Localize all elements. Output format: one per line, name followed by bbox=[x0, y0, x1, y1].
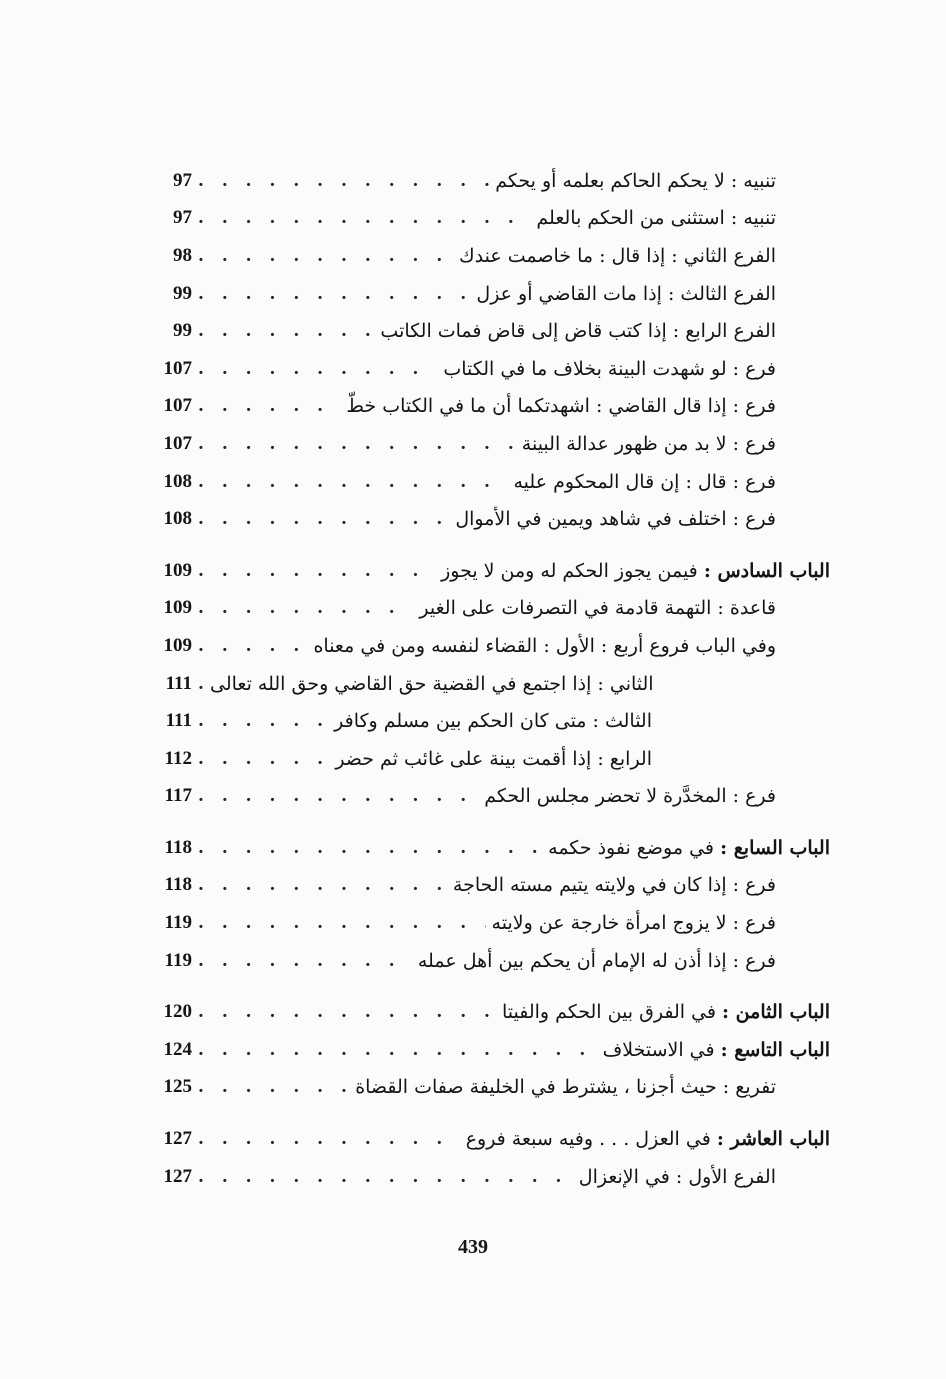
toc-page-number: 119 bbox=[164, 949, 192, 971]
toc-entry-text: فرع : لا يزوج امرأة خارجة عن ولايته bbox=[491, 912, 776, 935]
toc-page-number: 109 bbox=[163, 634, 192, 656]
dot-leader bbox=[192, 951, 412, 971]
toc-entry-title bbox=[413, 597, 776, 619]
toc-entry-title bbox=[460, 1128, 830, 1150]
chapter-heading-label: الباب التاسع : bbox=[720, 1038, 830, 1061]
toc-entry bbox=[150, 1120, 830, 1158]
toc-entry-text: الفرع الثالث : إذا مات القاضي أو عزل bbox=[476, 282, 776, 305]
dot-leader bbox=[192, 838, 542, 858]
toc-page-number: 124 bbox=[163, 1038, 192, 1060]
toc-entry-title bbox=[447, 874, 776, 896]
toc-entry-title bbox=[470, 283, 776, 305]
toc-entry-title bbox=[542, 837, 830, 859]
toc-page-number: 127 bbox=[163, 1165, 192, 1187]
chapter-heading-label: الباب العاشر : bbox=[716, 1128, 830, 1151]
toc-entry-text: الفرع الثاني : إذا قال : ما خاصمت عندك bbox=[458, 244, 776, 267]
toc-entry-title bbox=[516, 433, 776, 455]
toc-entry bbox=[150, 275, 830, 313]
toc-entry-text: الثالث : متى كان الحكم بين مسلم وكافر bbox=[334, 710, 652, 733]
toc-entry-text: قاعدة : التهمة قادمة في التصرفات على الغير bbox=[419, 597, 776, 620]
toc-page-number: 107 bbox=[163, 432, 192, 454]
toc-entry-title bbox=[307, 635, 776, 657]
toc-entry bbox=[150, 463, 830, 501]
dot-leader bbox=[192, 1129, 460, 1149]
toc-page-number: 111 bbox=[165, 710, 192, 732]
toc-page-number: 107 bbox=[163, 357, 192, 379]
toc-page-number: 98 bbox=[173, 244, 192, 266]
toc-entry bbox=[150, 665, 830, 703]
toc-entry bbox=[150, 350, 830, 388]
toc-entry bbox=[150, 388, 830, 426]
toc-page-number: 97 bbox=[173, 169, 192, 191]
toc-entry-text: فرع : لا بد من ظهور عدالة البينة bbox=[521, 432, 776, 455]
toc-entry-title bbox=[340, 395, 776, 417]
toc-entry bbox=[150, 1158, 830, 1196]
toc-entry-text: تنبيه : لا يحكم الحاكم بعلمه أو يحكم bbox=[495, 169, 776, 192]
toc-entry-title bbox=[374, 320, 776, 342]
toc-entry bbox=[150, 702, 830, 740]
dot-leader bbox=[192, 598, 413, 618]
toc-entry-title bbox=[435, 560, 830, 582]
toc-page-number: 112 bbox=[164, 747, 192, 769]
dot-leader bbox=[192, 321, 374, 341]
toc-page-number: 111 bbox=[165, 672, 192, 694]
dot-leader bbox=[192, 359, 437, 379]
toc-page-number: 108 bbox=[163, 470, 192, 492]
toc-entry bbox=[150, 590, 830, 628]
toc-entry-title bbox=[496, 1001, 830, 1023]
toc-page-number: 99 bbox=[173, 282, 192, 304]
dot-leader bbox=[192, 396, 340, 416]
dot-leader bbox=[192, 786, 478, 806]
dot-leader bbox=[192, 1040, 597, 1060]
toc-entry bbox=[150, 829, 830, 867]
toc-entry bbox=[150, 904, 830, 942]
toc-entry bbox=[150, 500, 830, 538]
toc-entry-text: فرع : إذا قال القاضي : اشهدتكما أن ما في الكتاب خطّ bbox=[346, 395, 776, 418]
toc-entry-title bbox=[328, 710, 652, 732]
toc-entry-text: فرع : المخدَّرة لا تحضر مجلس الحكم bbox=[484, 785, 776, 808]
dot-leader bbox=[192, 246, 453, 266]
toc-entry-text: الفرع الأول : في الإنعزال bbox=[578, 1165, 776, 1188]
toc-page-number: 119 bbox=[164, 912, 192, 934]
toc-entry bbox=[150, 162, 830, 200]
toc-page-number: 117 bbox=[164, 785, 192, 807]
toc-page-number: 118 bbox=[164, 836, 192, 858]
dot-leader bbox=[192, 434, 516, 454]
toc-page-number: 118 bbox=[164, 874, 192, 896]
toc-entry-text: الفرع الرابع : إذا كتب قاض إلى قاض فمات الكاتب bbox=[380, 320, 776, 343]
toc-entry bbox=[150, 312, 830, 350]
dot-leader bbox=[192, 674, 204, 694]
toc-entry bbox=[150, 1069, 830, 1107]
toc-entry-title bbox=[573, 1166, 776, 1188]
toc-entry-text: في العزل . . . وفيه سبعة فروع bbox=[465, 1128, 711, 1151]
dot-leader bbox=[192, 284, 470, 304]
toc-entry-text: فرع : قال : إن قال المحكوم عليه bbox=[513, 470, 776, 493]
toc-entry bbox=[150, 778, 830, 816]
dot-leader bbox=[192, 472, 507, 492]
toc-entry-text: تفريع : حيث أجزنا ، يشترط في الخليفة صفات القضاة bbox=[355, 1076, 776, 1099]
toc-entry-title bbox=[453, 245, 776, 267]
toc-entry-text: في موضع نفوذ حكمه bbox=[548, 836, 715, 859]
dot-leader bbox=[192, 208, 530, 228]
toc-entry-title bbox=[449, 508, 776, 530]
toc-entry-title bbox=[437, 358, 776, 380]
chapter-heading-label: الباب السادس : bbox=[703, 559, 830, 582]
toc-page-number: 109 bbox=[163, 597, 192, 619]
chapter-heading-label: الباب السابع : bbox=[720, 836, 830, 859]
dot-leader bbox=[192, 749, 329, 769]
toc-entry-text: فرع : إذا أذن له الإمام أن يحكم بين أهل عمله bbox=[417, 949, 776, 972]
toc-entry-text: في الاستخلاف bbox=[602, 1038, 715, 1061]
toc-page-number: 108 bbox=[163, 508, 192, 530]
toc-entry bbox=[150, 942, 830, 980]
toc-entry-title bbox=[329, 748, 652, 770]
toc-entry-title bbox=[412, 950, 776, 972]
toc-entry-title bbox=[478, 785, 776, 807]
dot-leader bbox=[192, 913, 486, 933]
toc-entry-title bbox=[349, 1076, 776, 1098]
dot-leader bbox=[192, 636, 307, 656]
toc-entry-text: الثاني : إذا اجتمع في القضية حق القاضي وحق الله تعالى bbox=[210, 672, 654, 695]
dot-leader bbox=[192, 509, 449, 529]
toc-page-number: 125 bbox=[163, 1076, 192, 1098]
toc-entry bbox=[150, 740, 830, 778]
dot-leader bbox=[192, 561, 435, 581]
toc-entry-text: فرع : اختلف في شاهد ويمين في الأموال bbox=[455, 508, 776, 531]
toc-entry-text: فرع : إذا كان في ولايته يتيم مسته الحاجة bbox=[452, 874, 776, 897]
dot-leader bbox=[192, 1167, 573, 1187]
toc-entry-title bbox=[489, 170, 776, 192]
toc-entry-text: الرابع : إذا أقمت بينة على غائب ثم حضر bbox=[335, 747, 652, 770]
toc-entry bbox=[150, 425, 830, 463]
page-number: 439 bbox=[458, 1236, 488, 1258]
toc-entry-text: فرع : لو شهدت البينة بخلاف ما في الكتاب bbox=[443, 357, 776, 380]
toc-entry-text: وفي الباب فروع أربع : الأول : القضاء لنفسه ومن في معناه bbox=[313, 634, 776, 657]
dot-leader bbox=[192, 711, 328, 731]
toc-entry-title bbox=[204, 673, 654, 695]
toc-entry-title bbox=[597, 1039, 830, 1061]
toc-page-number: 109 bbox=[163, 559, 192, 581]
toc-entry bbox=[150, 1031, 830, 1069]
toc-entry-text: فيمن يجوز الحكم له ومن لا يجوز bbox=[441, 559, 698, 582]
chapter-heading-label: الباب الثامن : bbox=[722, 1001, 830, 1024]
toc-entry bbox=[150, 867, 830, 905]
toc-entry-text: في الفرق بين الحكم والفيتا bbox=[501, 1001, 716, 1024]
toc-entry-text: تنبيه : استثنى من الحكم بالعلم bbox=[536, 207, 776, 230]
toc-page-number: 127 bbox=[163, 1128, 192, 1150]
dot-leader bbox=[192, 171, 489, 191]
dot-leader bbox=[192, 1077, 349, 1097]
toc-page-number: 120 bbox=[163, 1001, 192, 1023]
toc-entry-title bbox=[530, 207, 776, 229]
toc-entry-title bbox=[486, 912, 776, 934]
toc-entry bbox=[150, 552, 830, 590]
toc-entry bbox=[150, 200, 830, 238]
toc-page-number: 97 bbox=[173, 207, 192, 229]
toc-entry bbox=[150, 627, 830, 665]
toc-entry bbox=[150, 993, 830, 1031]
toc-entry-title bbox=[507, 471, 776, 493]
toc-entry bbox=[150, 237, 830, 275]
dot-leader bbox=[192, 875, 447, 895]
table-of-contents bbox=[150, 162, 830, 1195]
toc-page-number: 99 bbox=[173, 320, 192, 342]
dot-leader bbox=[192, 1002, 496, 1022]
toc-page-number: 107 bbox=[163, 395, 192, 417]
